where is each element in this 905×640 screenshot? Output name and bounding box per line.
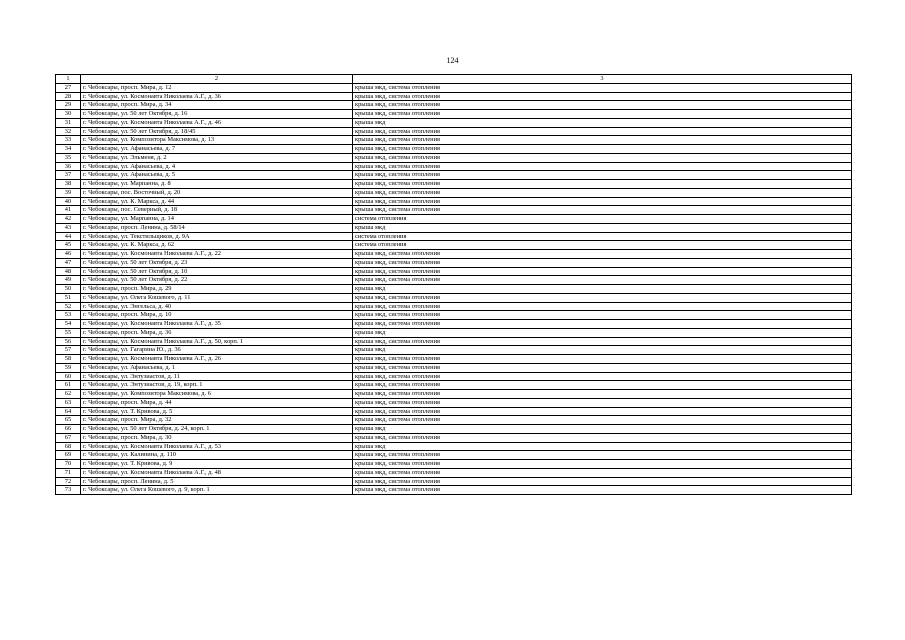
address-cell: г. Чебоксары, просп. Мира, д. 36 — [81, 328, 353, 337]
address-cell: г. Чебоксары, пос. Восточный, д. 20 — [81, 188, 353, 197]
address-cell: г. Чебоксары, ул. Космонавта Николаева А.Г., д. 50, корп. 1 — [81, 337, 353, 346]
address-cell: г. Чебоксары, просп. Мира, д. 29 — [81, 285, 353, 294]
row-number-cell: 54 — [56, 320, 81, 329]
table-row — [56, 407, 852, 416]
row-number-cell: 58 — [56, 355, 81, 364]
address-cell: г. Чебоксары, просп. Мира, д. 12 — [81, 83, 353, 92]
row-number-cell: 28 — [56, 92, 81, 101]
address-cell: г. Чебоксары, ул. Текстильщиков, д. 9А — [81, 232, 353, 241]
table-row — [56, 180, 852, 189]
row-number-cell: 69 — [56, 451, 81, 460]
works-cell: крыша мкд, система отопления — [353, 83, 852, 92]
table-row — [56, 372, 852, 381]
works-cell: крыша мкд, система отопления — [353, 153, 852, 162]
works-cell: крыша мкд — [353, 442, 852, 451]
works-cell: крыша мкд, система отопления — [353, 416, 852, 425]
address-cell: г. Чебоксары, ул. 50 лет Октября, д. 10 — [81, 267, 353, 276]
table-row — [56, 328, 852, 337]
table-row — [56, 285, 852, 294]
works-cell: крыша мкд, система отопления — [353, 337, 852, 346]
address-cell: г. Чебоксары, ул. Космонавта Николаева А.Г., д. 53 — [81, 442, 353, 451]
works-cell: крыша мкд, система отопления — [353, 451, 852, 460]
table-row — [56, 425, 852, 434]
works-cell: крыша мкд, система отопления — [353, 136, 852, 145]
works-cell: крыша мкд — [353, 285, 852, 294]
row-number-cell: 64 — [56, 407, 81, 416]
table-row — [56, 188, 852, 197]
works-cell: крыша мкд, система отопления — [353, 363, 852, 372]
works-cell: крыша мкд, система отопления — [353, 258, 852, 267]
address-cell: г. Чебоксары, просп. Мира, д. 32 — [81, 416, 353, 425]
address-cell: г. Чебоксары, ул. Марпанна, д. 8 — [81, 180, 353, 189]
works-cell: крыша мкд, система отопления — [353, 180, 852, 189]
row-number-cell: 56 — [56, 337, 81, 346]
table-body — [56, 75, 852, 495]
table-row — [56, 442, 852, 451]
row-number-cell: 48 — [56, 267, 81, 276]
address-cell: г. Чебоксары, ул. Гагарина Ю., д. 36 — [81, 346, 353, 355]
row-number-cell: 39 — [56, 188, 81, 197]
row-number-cell: 63 — [56, 398, 81, 407]
row-number-cell: 52 — [56, 302, 81, 311]
address-cell: г. Чебоксары, ул. Афанасьева, д. 1 — [81, 363, 353, 372]
works-cell: крыша мкд, система отопления — [353, 145, 852, 154]
row-number-cell: 71 — [56, 468, 81, 477]
address-cell: г. Чебоксары, ул. Космонавта Николаева А.Г., д. 46 — [81, 118, 353, 127]
table-row — [56, 153, 852, 162]
row-number-cell: 27 — [56, 83, 81, 92]
works-cell: крыша мкд, система отопления — [353, 293, 852, 302]
address-cell: г. Чебоксары, ул. 50 лет Октября, д. 23 — [81, 258, 353, 267]
address-cell: г. Чебоксары, ул. Афанасьева, д. 7 — [81, 145, 353, 154]
table-row — [56, 171, 852, 180]
row-number-cell: 73 — [56, 486, 81, 495]
table-row — [56, 145, 852, 154]
table-row — [56, 460, 852, 469]
table-row — [56, 311, 852, 320]
row-number-cell: 40 — [56, 197, 81, 206]
row-number-cell: 61 — [56, 381, 81, 390]
works-cell: крыша мкд, система отопления — [353, 276, 852, 285]
works-cell: крыша мкд, система отопления — [353, 407, 852, 416]
table-row — [56, 355, 852, 364]
table-row — [56, 83, 852, 92]
row-number-cell: 70 — [56, 460, 81, 469]
works-cell: крыша мкд — [353, 346, 852, 355]
row-number-cell: 29 — [56, 101, 81, 110]
row-number-cell: 31 — [56, 118, 81, 127]
row-number-cell: 59 — [56, 363, 81, 372]
works-cell: крыша мкд, система отопления — [353, 460, 852, 469]
row-number-cell: 43 — [56, 223, 81, 232]
row-number-cell: 34 — [56, 145, 81, 154]
table-row — [56, 267, 852, 276]
table-row — [56, 127, 852, 136]
address-cell: г. Чебоксары, ул. 50 лет Октября, д. 18/45 — [81, 127, 353, 136]
row-number-cell: 46 — [56, 250, 81, 259]
works-cell: крыша мкд — [353, 223, 852, 232]
table-row — [56, 101, 852, 110]
table-row — [56, 433, 852, 442]
row-number-cell: 51 — [56, 293, 81, 302]
table-row — [56, 250, 852, 259]
row-number-cell: 35 — [56, 153, 81, 162]
table-row — [56, 398, 852, 407]
address-cell: г. Чебоксары, ул. Афанасьева, д. 5 — [81, 171, 353, 180]
address-cell: г. Чебоксары, ул. 50 лет Октября, д. 16 — [81, 110, 353, 119]
works-cell: крыша мкд, система отопления — [353, 477, 852, 486]
table-row — [56, 486, 852, 495]
row-number-cell: 66 — [56, 425, 81, 434]
table-row — [56, 381, 852, 390]
works-cell: крыша мкд, система отопления — [353, 127, 852, 136]
works-cell: крыша мкд, система отопления — [353, 486, 852, 495]
row-number-cell: 33 — [56, 136, 81, 145]
table-row — [56, 110, 852, 119]
works-cell: крыша мкд, система отопления — [353, 320, 852, 329]
address-cell: г. Чебоксары, ул. Афанасьева, д. 4 — [81, 162, 353, 171]
address-cell: г. Чебоксары, ул. 50 лет Октября, д. 22 — [81, 276, 353, 285]
works-cell: крыша мкд, система отопления — [353, 381, 852, 390]
works-cell: крыша мкд, система отопления — [353, 206, 852, 215]
table-row — [56, 258, 852, 267]
works-cell: крыша мкд, система отопления — [353, 197, 852, 206]
address-cell: г. Чебоксары, просп. Мира, д. 44 — [81, 398, 353, 407]
address-cell: г. Чебоксары, ул. Эльменя, д. 2 — [81, 153, 353, 162]
row-number-cell: 50 — [56, 285, 81, 294]
address-table — [55, 74, 852, 495]
table-row — [56, 223, 852, 232]
address-cell: г. Чебоксары, просп. Ленина, д. 5 — [81, 477, 353, 486]
row-number-cell: 49 — [56, 276, 81, 285]
address-cell: г. Чебоксары, просп. Ленина, д. 58/14 — [81, 223, 353, 232]
works-cell: крыша мкд — [353, 118, 852, 127]
table-row — [56, 477, 852, 486]
address-cell: г. Чебоксары, ул. Энтузиастов, д. 11 — [81, 372, 353, 381]
row-number-cell: 72 — [56, 477, 81, 486]
row-number-cell: 65 — [56, 416, 81, 425]
works-cell: крыша мкд, система отопления — [353, 92, 852, 101]
works-cell: крыша мкд, система отопления — [353, 267, 852, 276]
address-cell: г. Чебоксары, просп. Мира, д. 34 — [81, 101, 353, 110]
row-number-cell: 41 — [56, 206, 81, 215]
works-cell: крыша мкд, система отопления — [353, 110, 852, 119]
works-cell: крыша мкд — [353, 328, 852, 337]
works-cell: система отопления — [353, 215, 852, 224]
row-number-cell: 60 — [56, 372, 81, 381]
works-cell: крыша мкд, система отопления — [353, 311, 852, 320]
address-cell: г. Чебоксары, просп. Мира, д. 30 — [81, 433, 353, 442]
works-cell: крыша мкд, система отопления — [353, 468, 852, 477]
table-row — [56, 162, 852, 171]
table-row — [56, 118, 852, 127]
header-cell-address: 2 — [81, 75, 353, 84]
table-row — [56, 206, 852, 215]
row-number-cell: 53 — [56, 311, 81, 320]
works-cell: крыша мкд — [353, 425, 852, 434]
works-cell: крыша мкд, система отопления — [353, 188, 852, 197]
table-row — [56, 320, 852, 329]
works-cell: крыша мкд, система отопления — [353, 302, 852, 311]
row-number-cell: 57 — [56, 346, 81, 355]
table-row — [56, 197, 852, 206]
row-number-cell: 55 — [56, 328, 81, 337]
row-number-cell: 42 — [56, 215, 81, 224]
table-row — [56, 302, 852, 311]
address-cell: г. Чебоксары, ул. Олега Кошевого, д. 9, корп. 1 — [81, 486, 353, 495]
table-row — [56, 337, 852, 346]
address-cell: г. Чебоксары, ул. Композитора Максимова, д. 6 — [81, 390, 353, 399]
row-number-cell: 67 — [56, 433, 81, 442]
table-row — [56, 468, 852, 477]
address-cell: г. Чебоксары, ул. Композитора Максимова, д. 13 — [81, 136, 353, 145]
works-cell: крыша мкд, система отопления — [353, 355, 852, 364]
row-number-cell: 68 — [56, 442, 81, 451]
table-row — [56, 416, 852, 425]
works-cell: крыша мкд, система отопления — [353, 390, 852, 399]
address-cell: г. Чебоксары, ул. Калинина, д. 110 — [81, 451, 353, 460]
row-number-cell: 37 — [56, 171, 81, 180]
address-cell: г. Чебоксары, ул. Энгельса, д. 40 — [81, 302, 353, 311]
address-cell: г. Чебоксары, ул. Космонавта Николаева А.Г., д. 48 — [81, 468, 353, 477]
header-cell-number: 1 — [56, 75, 81, 84]
works-cell: крыша мкд, система отопления — [353, 162, 852, 171]
address-cell: г. Чебоксары, ул. Марпанна, д. 14 — [81, 215, 353, 224]
address-cell: г. Чебоксары, ул. Олега Кошевого, д. 11 — [81, 293, 353, 302]
table-row — [56, 390, 852, 399]
table-row — [56, 293, 852, 302]
row-number-cell: 62 — [56, 390, 81, 399]
table-row — [56, 92, 852, 101]
address-cell: г. Чебоксары, ул. 50 лет Октября, д. 24, корп. 1 — [81, 425, 353, 434]
table-header-row — [56, 75, 852, 84]
works-cell: крыша мкд, система отопления — [353, 250, 852, 259]
header-cell-works: 3 — [353, 75, 852, 84]
works-cell: крыша мкд, система отопления — [353, 433, 852, 442]
row-number-cell: 30 — [56, 110, 81, 119]
table-row — [56, 363, 852, 372]
works-cell: крыша мкд, система отопления — [353, 171, 852, 180]
address-cell: г. Чебоксары, ул. Т. Кривова, д. 9 — [81, 460, 353, 469]
row-number-cell: 32 — [56, 127, 81, 136]
table-row — [56, 346, 852, 355]
row-number-cell: 38 — [56, 180, 81, 189]
table-row — [56, 241, 852, 250]
row-number-cell: 47 — [56, 258, 81, 267]
works-cell: крыша мкд, система отопления — [353, 101, 852, 110]
address-cell: г. Чебоксары, ул. Энтузиастов, д. 19, корп. 1 — [81, 381, 353, 390]
address-cell: г. Чебоксары, ул. Космонавта Николаева А.Г., д. 26 — [81, 355, 353, 364]
address-cell: г. Чебоксары, ул. К. Маркса, д. 44 — [81, 197, 353, 206]
address-cell: г. Чебоксары, ул. К. Маркса, д. 62 — [81, 241, 353, 250]
page-number: 124 — [446, 56, 459, 65]
works-cell: крыша мкд, система отопления — [353, 372, 852, 381]
table-row — [56, 276, 852, 285]
table-row — [56, 232, 852, 241]
address-cell: г. Чебоксары, ул. Т. Кривова, д. 5 — [81, 407, 353, 416]
table-row — [56, 215, 852, 224]
address-cell: г. Чебоксары, ул. Космонавта Николаева А.Г., д. 36 — [81, 92, 353, 101]
row-number-cell: 44 — [56, 232, 81, 241]
row-number-cell: 36 — [56, 162, 81, 171]
address-cell: г. Чебоксары, ул. Космонавта Николаева А.Г., д. 22 — [81, 250, 353, 259]
address-cell: г. Чебоксары, просп. Мира, д. 10 — [81, 311, 353, 320]
row-number-cell: 45 — [56, 241, 81, 250]
address-cell: г. Чебоксары, ул. Космонавта Николаева А.Г., д. 35 — [81, 320, 353, 329]
works-cell: система отопления — [353, 241, 852, 250]
address-cell: г. Чебоксары, пос. Северный, д. 18 — [81, 206, 353, 215]
works-cell: система отопления — [353, 232, 852, 241]
table-row — [56, 136, 852, 145]
works-cell: крыша мкд, система отопления — [353, 398, 852, 407]
table-row — [56, 451, 852, 460]
